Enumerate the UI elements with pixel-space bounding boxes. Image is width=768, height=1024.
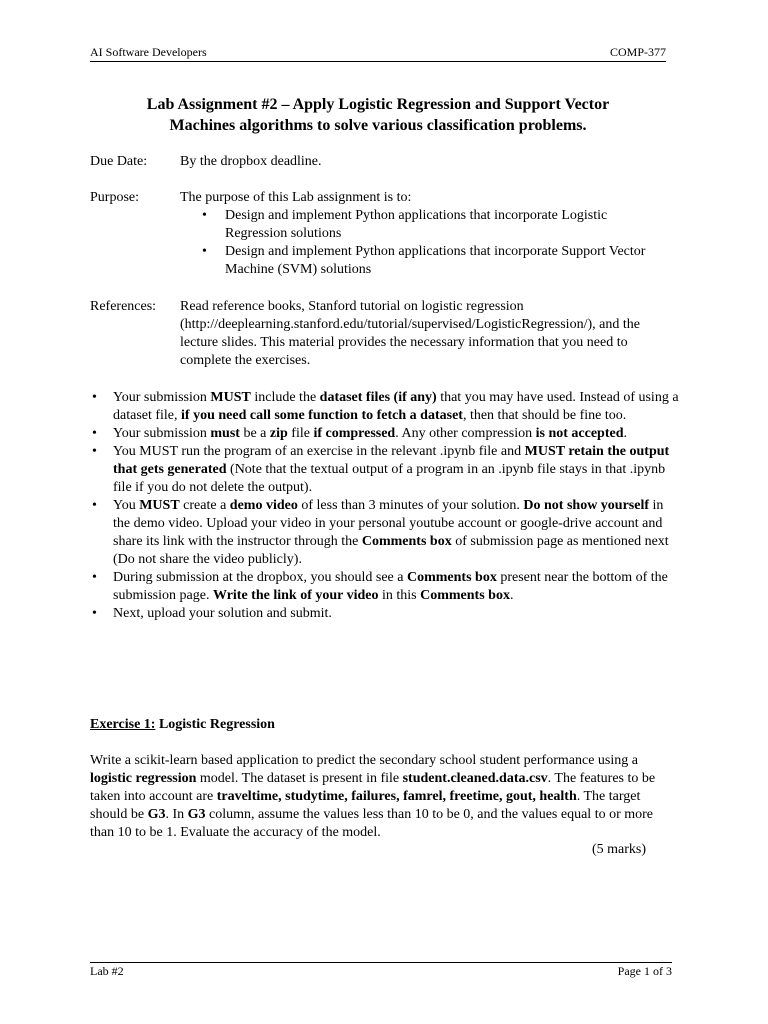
- page-number: Page 1 of 3: [617, 964, 672, 978]
- rule-item: • Next, upload your solution and submit.: [90, 605, 680, 623]
- submission-rules: [90, 389, 680, 623]
- exercise-1-heading: [90, 716, 275, 734]
- rule-item: • You MUST create a demo video of less than 3 minutes of your solution. Do not show yourself in the demo video. Upload your video in your personal youtube account or google-drive account and share its link with the instructor through the Comments box of submission page as mentioned next (Do not share the video publicly).: [90, 497, 680, 569]
- due-date-label: Due Date:: [90, 154, 148, 169]
- purpose-list: [180, 207, 650, 279]
- exercise-1-marks: (5 marks): [591, 842, 646, 857]
- exercise-1-description: Write a scikit-learn based application to predict the secondary school student performance using a logistic regression model. The dataset is present in file student.cleaned.data.csv. The features to be taken into account are traveltime, studytime, failures, famrel, freetime, gout, health. The target should be G3. In G3 column, assume the values less than 10 to be 0, and the values equal to or more than 10 to be 1. Evaluate the accuracy of the model.: [90, 753, 656, 840]
- page-header: [90, 45, 666, 62]
- header-right: COMP-377: [609, 45, 666, 59]
- rule-item: • You MUST run the program of an exercise in the relevant .ipynb file and MUST retain the output that gets generated (Note that the textual output of a program in an .ipynb file stays in that .ipynb file if you do not delete the output).: [90, 443, 680, 497]
- assignment-title: [90, 94, 666, 136]
- header-left: AI Software Developers: [90, 45, 207, 59]
- references-text: Read reference books, Stanford tutorial on logistic regression (http://deeplearning.stanford.edu/tutorial/supervised/LogisticRegression/), and the lecture slides. This material provides the necessary information that you need to complete the exercises.: [180, 299, 640, 368]
- rule-item: • Your submission MUST include the dataset files (if any) that you may have used. Instead of using a dataset file, if you need call some function to fetch a dataset, then that should be fine too.: [90, 389, 680, 425]
- rule-item: • Your submission must be a zip file if compressed. Any other compression is not accepted.: [90, 425, 680, 443]
- references-label: References:: [90, 299, 157, 314]
- purpose-label: Purpose:: [90, 190, 139, 205]
- title-line-2: Machines algorithms to solve various classification problems.: [169, 117, 587, 134]
- purpose-item: • Design and implement Python applications that incorporate Support Vector Machine (SVM) solutions: [180, 243, 650, 279]
- due-date-value: By the dropbox deadline.: [180, 154, 322, 169]
- rule-item: • During submission at the dropbox, you should see a Comments box present near the bottom of the submission page. Write the link of your video in this Comments box.: [90, 569, 680, 605]
- title-line-1: Lab Assignment #2 – Apply Logistic Regression and Support Vector: [146, 96, 610, 113]
- purpose-item: • Design and implement Python applications that incorporate Logistic Regression solutions: [180, 207, 650, 243]
- page-footer: [90, 962, 672, 979]
- purpose-value: [180, 189, 650, 279]
- purpose-intro: The purpose of this Lab assignment is to:: [180, 190, 412, 205]
- footer-left: Lab #2: [90, 964, 124, 978]
- exercise-1-label: Exercise 1:: [90, 717, 156, 732]
- exercise-1-name: Logistic Regression: [155, 717, 275, 732]
